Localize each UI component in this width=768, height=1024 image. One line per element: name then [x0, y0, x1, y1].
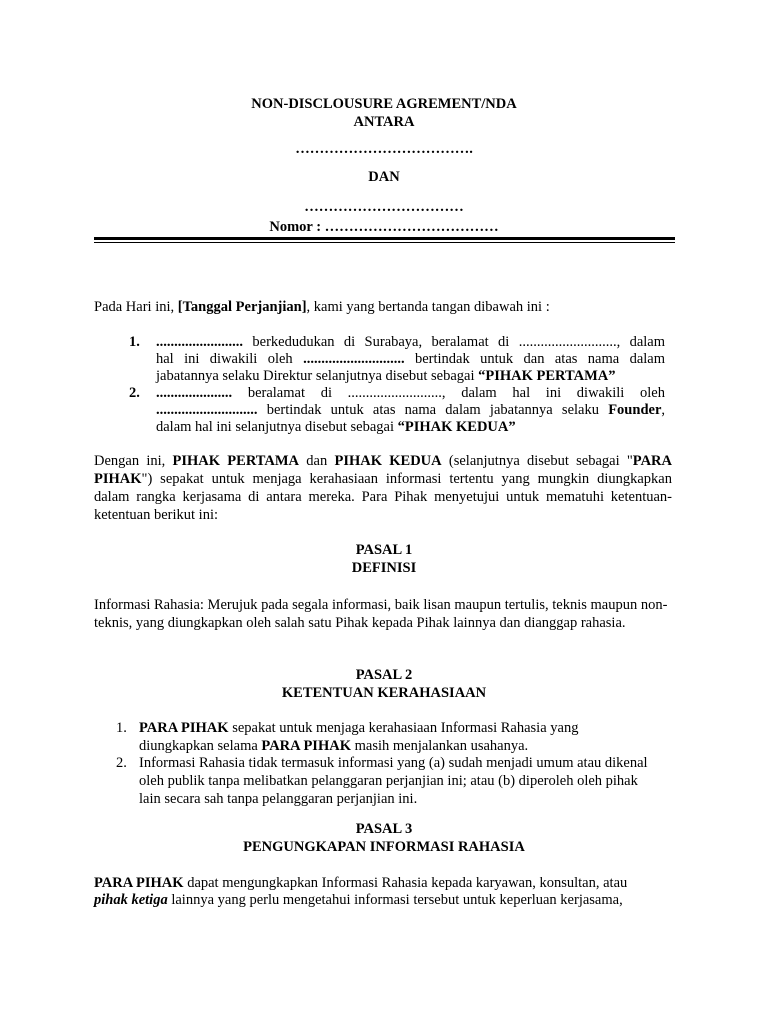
title-dan: DAN: [368, 169, 400, 185]
document-title: NON-DISCLOUSURE AGREMENT/NDA: [251, 96, 517, 112]
pasal-1-body: Informasi Rahasia: Merujuk pada segala informasi, baik lisan maupun tertulis, teknis maupun non-teknis, yang diungkapkan oleh salah satu Pihak kepada Pihak lainnya dan dianggap rahasia.: [94, 597, 668, 631]
party-1-number: 1.: [129, 334, 140, 350]
pihak-pertama-label: “PIHAK PERTAMA”: [478, 368, 616, 384]
pasal-3-line-1: PARA PIHAK dapat mengungkapkan Informasi Rahasia kepada karyawan, konsultan, atau: [94, 875, 628, 891]
header-thin-rule: [94, 242, 675, 243]
party-two-placeholder: ……………………………: [304, 199, 464, 215]
pasal-3-line-2: pihak ketiga lainnya yang perlu mengetahui informasi tersebut untuk keperluan kerjasama,: [94, 892, 623, 908]
party-2-line-3: dalam hal ini selanjutnya disebut sebagai “PIHAK KEDUA”: [156, 419, 516, 435]
document-number: Nomor : ………………………………: [269, 219, 499, 235]
pasal-2-title: KETENTUAN KERAHASIAAN: [281, 685, 487, 701]
party-2-number: 2.: [129, 385, 140, 401]
pasal-1-title: DEFINISI: [351, 560, 417, 576]
party-2-line-1: ..................... beralamat di .........................., dalam hal ini diwakili oleh: [156, 385, 665, 401]
party-1-line-2: hal ini diwakili oleh ............................ bertindak untuk dan atas nama dalam: [156, 351, 666, 367]
party-one-placeholder: ……………………………….: [295, 141, 473, 157]
opening-sentence: Pada Hari ini, [Tanggal Perjanjian], kami yang bertanda tangan dibawah ini :: [94, 299, 550, 315]
pihak-ketiga-term: pihak ketiga: [94, 892, 168, 908]
title-antara: ANTARA: [353, 114, 415, 130]
pasal-3-title: PENGUNGKAPAN INFORMASI RAHASIA: [243, 839, 525, 855]
pihak-kedua-label: “PIHAK KEDUA”: [397, 419, 516, 435]
pasal-3-heading: PASAL 3: [355, 821, 413, 837]
agreement-date-placeholder: [Tanggal Perjanjian]: [177, 299, 307, 315]
party-2-line-2: ............................ bertindak untuk atas nama dalam jabatannya selaku Founder,: [156, 402, 665, 418]
pasal-2-item-1: PARA PIHAK sepakat untuk menjaga kerahasiaan Informasi Rahasia yang diungkapkan selama PARA PIHAK masih menjalankan usahanya.: [139, 720, 579, 754]
pasal-2-item-1-number: 1.: [116, 720, 127, 736]
pasal-2-item-2: Informasi Rahasia tidak termasuk informasi yang (a) sudah menjadi umum atau dikenal oleh publik tanpa melibatkan pelanggaran perjanjian ini; atau (b) diperoleh oleh pihak lain secara sah tanpa pelanggaran perjanjian ini.: [139, 755, 648, 807]
pasal-2-item-2-number: 2.: [116, 755, 127, 771]
pasal-2-heading: PASAL 2: [355, 667, 413, 683]
party-1-line-1: ........................ berkedudukan di Surabaya, beralamat di ..........................., dalam: [156, 334, 665, 350]
header-thick-rule: [94, 237, 675, 240]
intro-paragraph: Dengan ini, PIHAK PERTAMA dan PIHAK KEDUA (selanjutnya disebut sebagai "PARA PIHAK") sepakat untuk menjaga kerahasiaan informasi tertentu yang mungkin diungkapkan dalam rangka kerjasama di antara mereka. Para Pihak menyetujui untuk mematuhi ketentuan-ketentuan berikut ini:: [94, 453, 672, 523]
pasal-1-heading: PASAL 1: [355, 542, 413, 558]
party-1-line-3: jabatannya selaku Direktur selanjutnya disebut sebagai “PIHAK PERTAMA”: [156, 368, 616, 384]
